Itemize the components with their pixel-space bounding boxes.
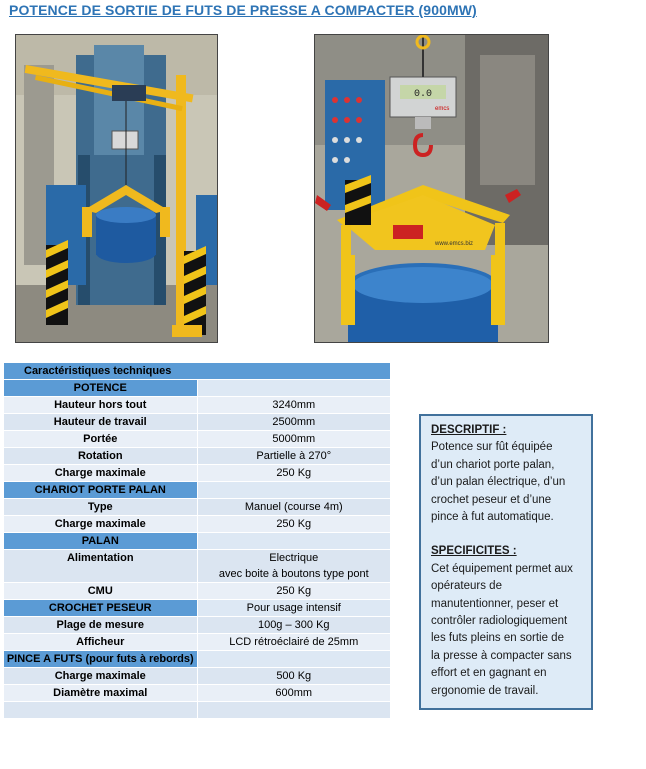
table-row (4, 397, 391, 414)
table-cell-value (197, 482, 391, 499)
specificites-line: manutentionner, peser et (431, 597, 559, 610)
table-cell-value (197, 533, 391, 550)
descriptif-text (431, 439, 583, 526)
table-cell-label: Type (4, 499, 198, 516)
table-cell-value: 250 Kg (197, 465, 391, 482)
table-cell-label: Diamètre maximal (4, 685, 198, 702)
table-cell-label: Hauteur de travail (4, 414, 198, 431)
table-cell-value: 250 Kg (197, 516, 391, 533)
table-row (4, 634, 391, 651)
table-cell-label: PINCE A FUTS (pour futs à rebords) (4, 651, 198, 668)
table-cell-value: LCD rétroéclairé de 25mm (197, 634, 391, 651)
pince-photo (314, 34, 549, 343)
potence-photo (15, 34, 218, 343)
table-cell-label: PALAN (4, 533, 198, 550)
table-cell-value: Manuel (course 4m) (197, 499, 391, 516)
table-section-row (4, 600, 391, 617)
specificites-text (431, 561, 583, 700)
table-cell-value (197, 702, 391, 719)
scale-reading: 0.0 (413, 89, 433, 100)
table-row (4, 516, 391, 533)
table-cell-value: 500 Kg (197, 668, 391, 685)
table-row (4, 465, 391, 482)
descriptif-line: d’un chariot porte palan, (431, 458, 555, 471)
table-cell-value: 5000mm (197, 431, 391, 448)
table-row (4, 448, 391, 465)
table-header-row (4, 363, 391, 380)
descriptif-line: Potence sur fût équipée (431, 441, 553, 454)
table-cell-value: 600mm (197, 685, 391, 702)
descriptif-line: pince à fut automatique. (431, 511, 554, 524)
table-cell-label: Hauteur hors tout (4, 397, 198, 414)
scale-brand: emcs (435, 106, 450, 112)
table-cell-label: Charge maximale (4, 668, 198, 685)
table-section-row (4, 651, 391, 668)
table-cell-value: Pour usage intensif (197, 600, 391, 617)
table-cell-value-line: avec boite à boutons type pont (218, 568, 369, 580)
table-cell-label: Portée (4, 431, 198, 448)
table-cell-value: Partielle à 270° (197, 448, 391, 465)
specificites-line: opérateurs de (431, 580, 502, 593)
table-section-row (4, 380, 391, 397)
table-cell-value (197, 651, 391, 668)
specificites-line: contrôler radiologiquement (431, 615, 568, 628)
specificites-line: effort et en gagnant en (431, 667, 547, 680)
table-row (4, 685, 391, 702)
table-row (4, 431, 391, 448)
table-section-row (4, 533, 391, 550)
pince-marking: www.emcs.biz (435, 241, 474, 247)
table-cell-label: Plage de mesure (4, 617, 198, 634)
table-cell-label: CHARIOT PORTE PALAN (4, 482, 198, 499)
table-cell-label: Rotation (4, 448, 198, 465)
table-row (4, 414, 391, 431)
table-cell-value-line: Electrique (269, 552, 319, 564)
table-cell-value (197, 380, 391, 397)
table-section-row (4, 482, 391, 499)
descriptif-line: crochet peseur et d’une (431, 493, 552, 506)
specificites-line: ergonomie de travail. (431, 684, 539, 697)
specificites-heading: SPECIFICITES : (431, 545, 517, 558)
table-cell-value: 250 Kg (197, 583, 391, 600)
descriptif-line: d’un palan électrique, d’un (431, 476, 566, 489)
description-box (419, 414, 593, 710)
table-row (4, 550, 391, 583)
table-cell-value: 100g – 300 Kg (197, 617, 391, 634)
table-cell-label: POTENCE (4, 380, 198, 397)
table-header: Caractéristiques techniques (4, 363, 391, 380)
specs-table (3, 362, 391, 719)
table-row (4, 668, 391, 685)
specificites-line: Cet équipement permet aux (431, 562, 573, 575)
table-cell-label: Charge maximale (4, 516, 198, 533)
descriptif-heading: DESCRIPTIF : (431, 424, 507, 436)
table-cell-label: Afficheur (4, 634, 198, 651)
table-cell-label: CROCHET PESEUR (4, 600, 198, 617)
specificites-line: la presse à compacter sans (431, 649, 572, 662)
table-row (4, 617, 391, 634)
table-row (4, 583, 391, 600)
table-cell-value: 3240mm (197, 397, 391, 414)
table-cell-label: CMU (4, 583, 198, 600)
table-cell-value: 2500mm (197, 414, 391, 431)
table-cell-label: Alimentation (4, 550, 198, 583)
table-row (4, 499, 391, 516)
table-cell-label: Charge maximale (4, 465, 198, 482)
table-row (4, 702, 391, 719)
page-title: POTENCE DE SORTIE DE FUTS DE PRESSE A COMPACTER (900MW) (9, 2, 477, 18)
table-cell-label (4, 702, 198, 719)
specificites-line: les futs pleins en sortie de (431, 632, 564, 645)
table-cell-value (197, 550, 391, 583)
